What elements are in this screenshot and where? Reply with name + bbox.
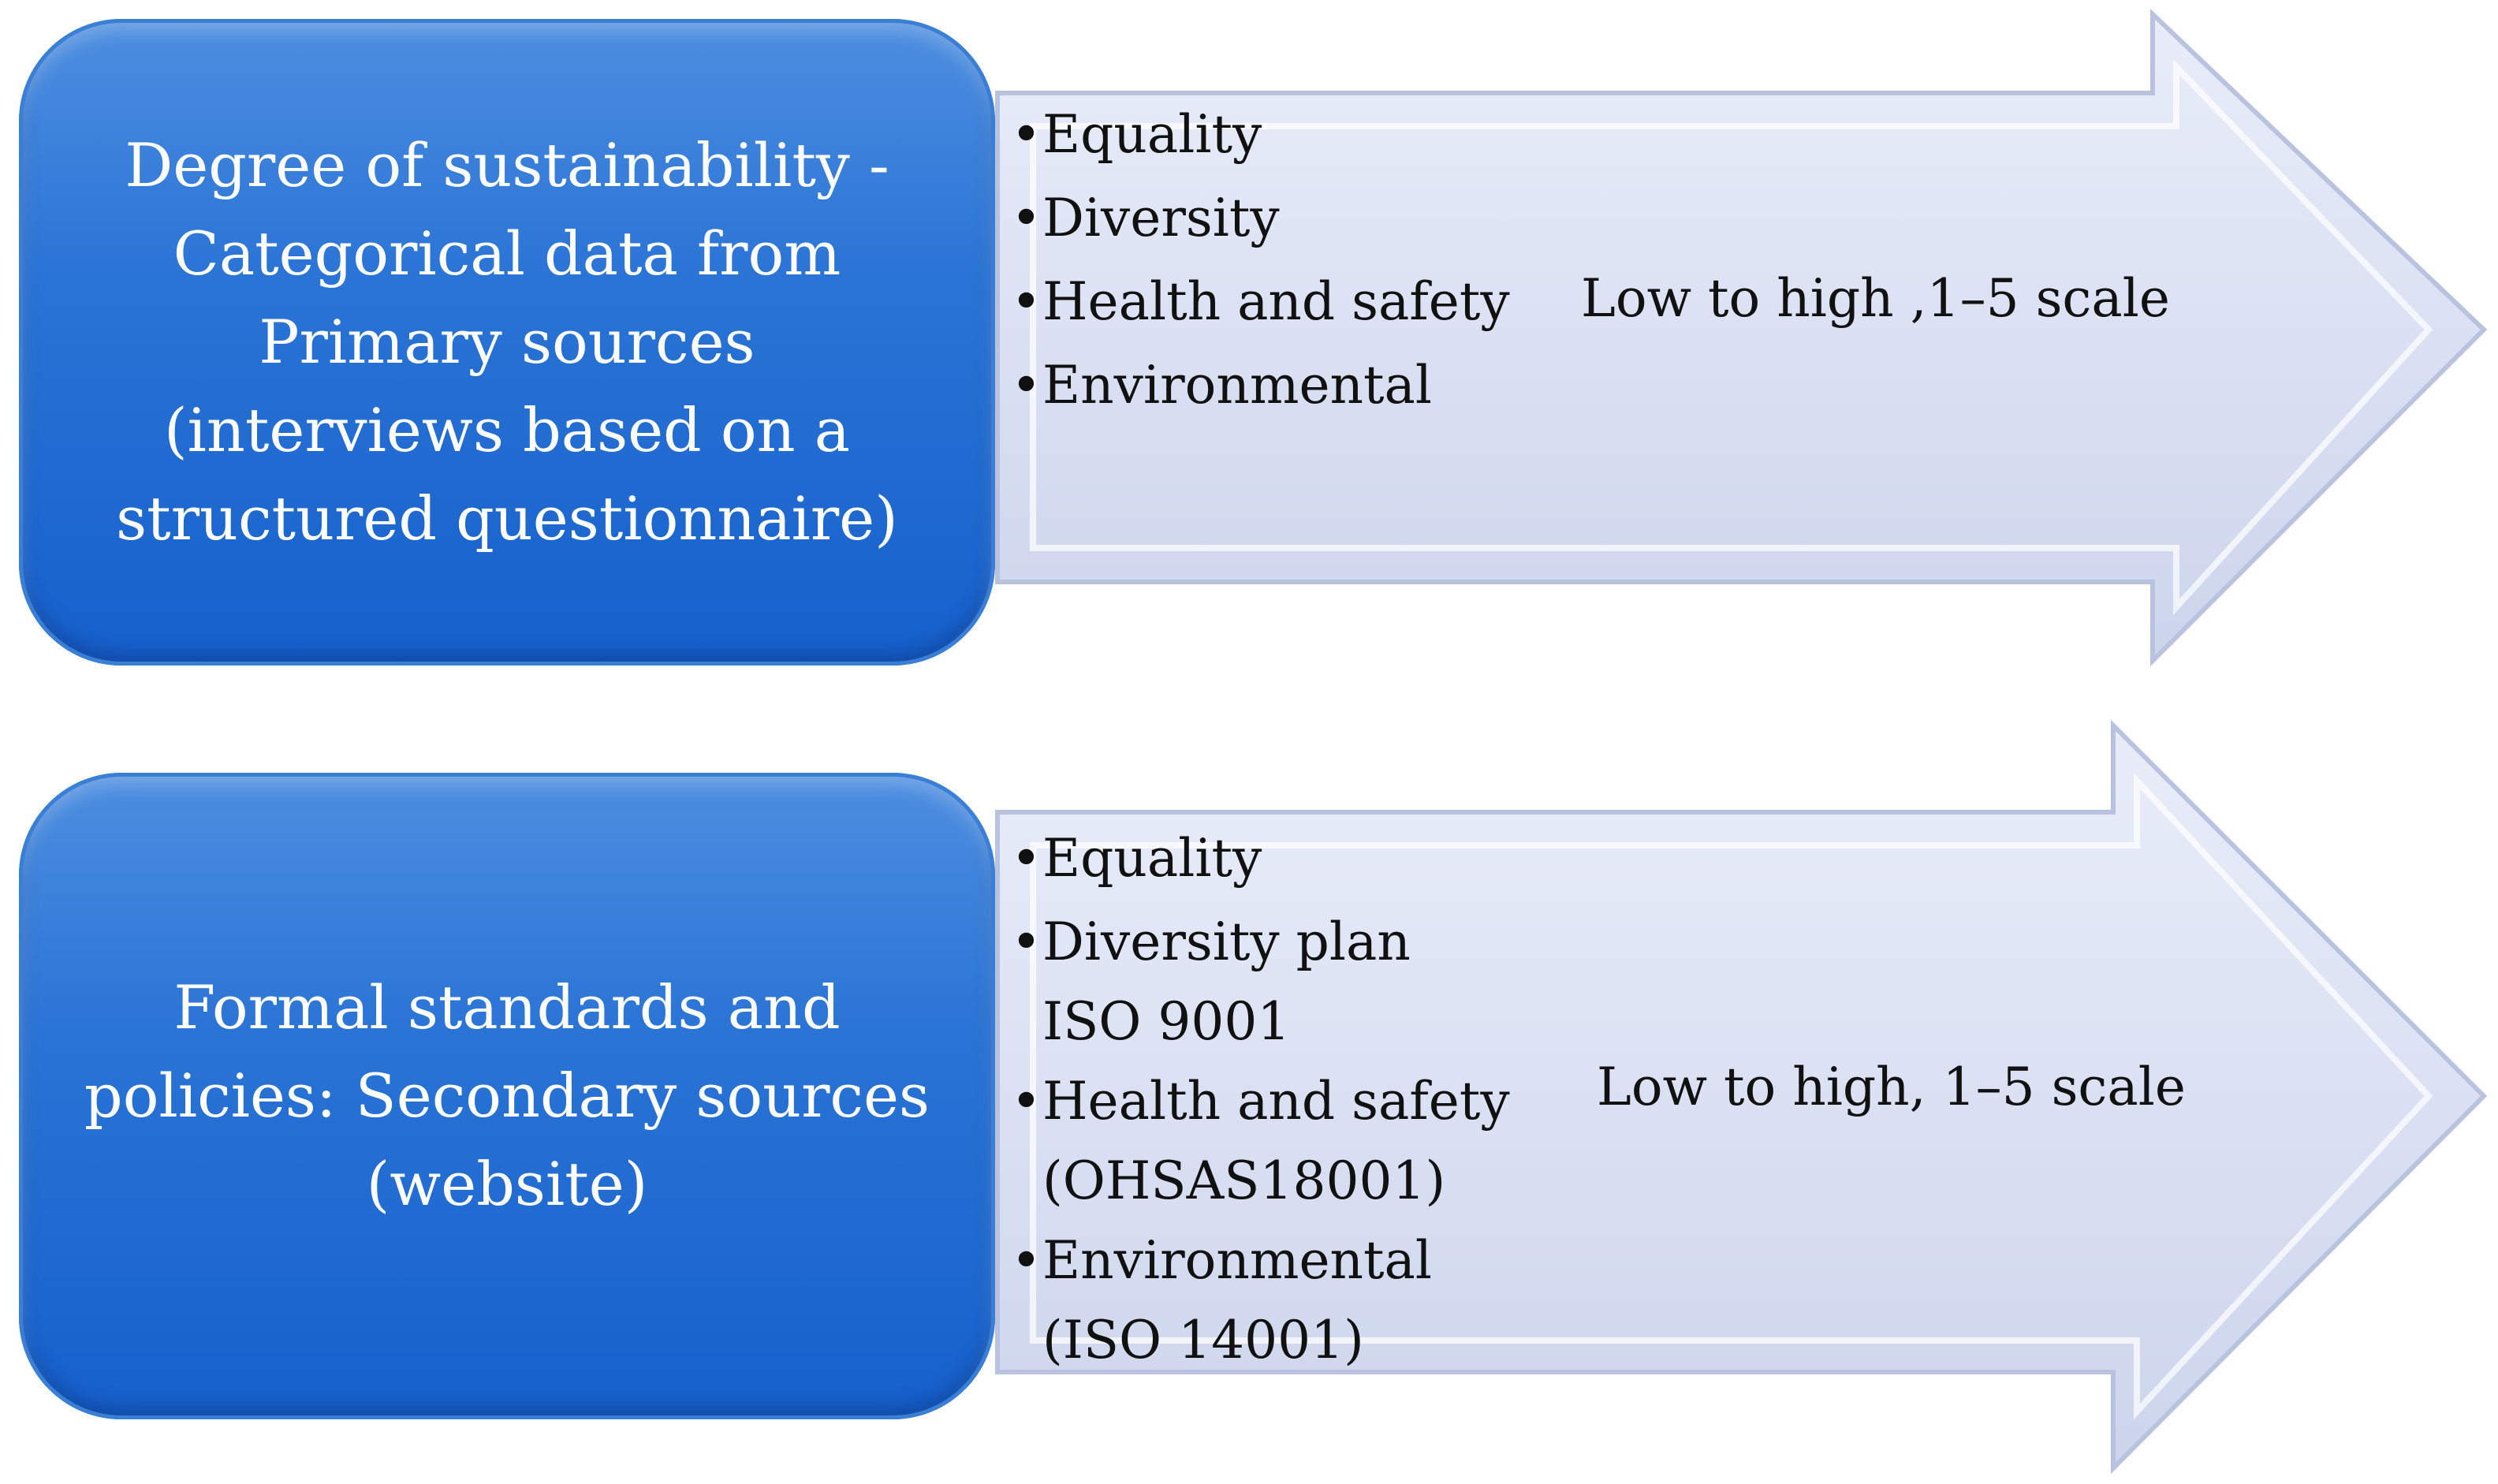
list-item-label: Health and safety — [1042, 1071, 1510, 1132]
list-item-label: Diversity plan — [1042, 912, 1411, 972]
box-line: (interviews based on a — [163, 395, 851, 465]
box-line: Categorical data from — [173, 218, 841, 289]
list-item-label: Health and safety — [1042, 271, 1510, 332]
box-line: Primary sources — [259, 307, 755, 377]
bullet: • — [1011, 1230, 1042, 1291]
list-item-label: Diversity — [1042, 188, 1280, 248]
list-item — [1011, 344, 1510, 427]
box-line: policies: Secondary sources — [84, 1061, 930, 1131]
list-item-sublabel: (OHSAS18001) — [1042, 1150, 1446, 1211]
list-item — [1011, 900, 1510, 1060]
bullet: • — [1011, 188, 1042, 248]
bullet: • — [1011, 355, 1042, 416]
list-item — [1011, 1060, 1510, 1219]
box-line: (website) — [366, 1149, 648, 1219]
bullet: • — [1011, 828, 1042, 889]
source-box-2-text — [84, 964, 930, 1229]
list-item — [1011, 1219, 1510, 1378]
bullet: • — [1011, 271, 1042, 332]
list-item — [1011, 260, 1510, 344]
list-item — [1011, 817, 1510, 900]
source-box-2 — [19, 773, 995, 1419]
box-line: Formal standards and — [173, 972, 841, 1042]
source-box-1-text — [116, 121, 898, 563]
bullet: • — [1011, 104, 1042, 165]
list-item-label: Environmental — [1042, 1230, 1433, 1291]
source-box-1 — [19, 19, 995, 666]
list-item-sublabel: ISO 9001 — [1042, 991, 1291, 1052]
scale-label-2: Low to high, 1–5 scale — [1597, 1057, 2186, 1117]
bullet: • — [1011, 1071, 1042, 1132]
scale-label-1: Low to high ,1–5 scale — [1581, 268, 2170, 329]
list-item — [1011, 177, 1510, 260]
list-item-label: Equality — [1042, 104, 1262, 165]
bullet: • — [1011, 912, 1042, 972]
box-line: Degree of sustainability - — [125, 130, 889, 200]
indicator-list-1 — [1011, 93, 1510, 427]
indicator-list-2 — [1011, 817, 1510, 1378]
box-line: structured questionnaire) — [116, 483, 898, 554]
list-item-label: Equality — [1042, 828, 1262, 889]
list-item-sublabel: (ISO 14001) — [1042, 1310, 1364, 1370]
list-item — [1011, 93, 1510, 177]
list-item-label: Environmental — [1042, 355, 1433, 416]
